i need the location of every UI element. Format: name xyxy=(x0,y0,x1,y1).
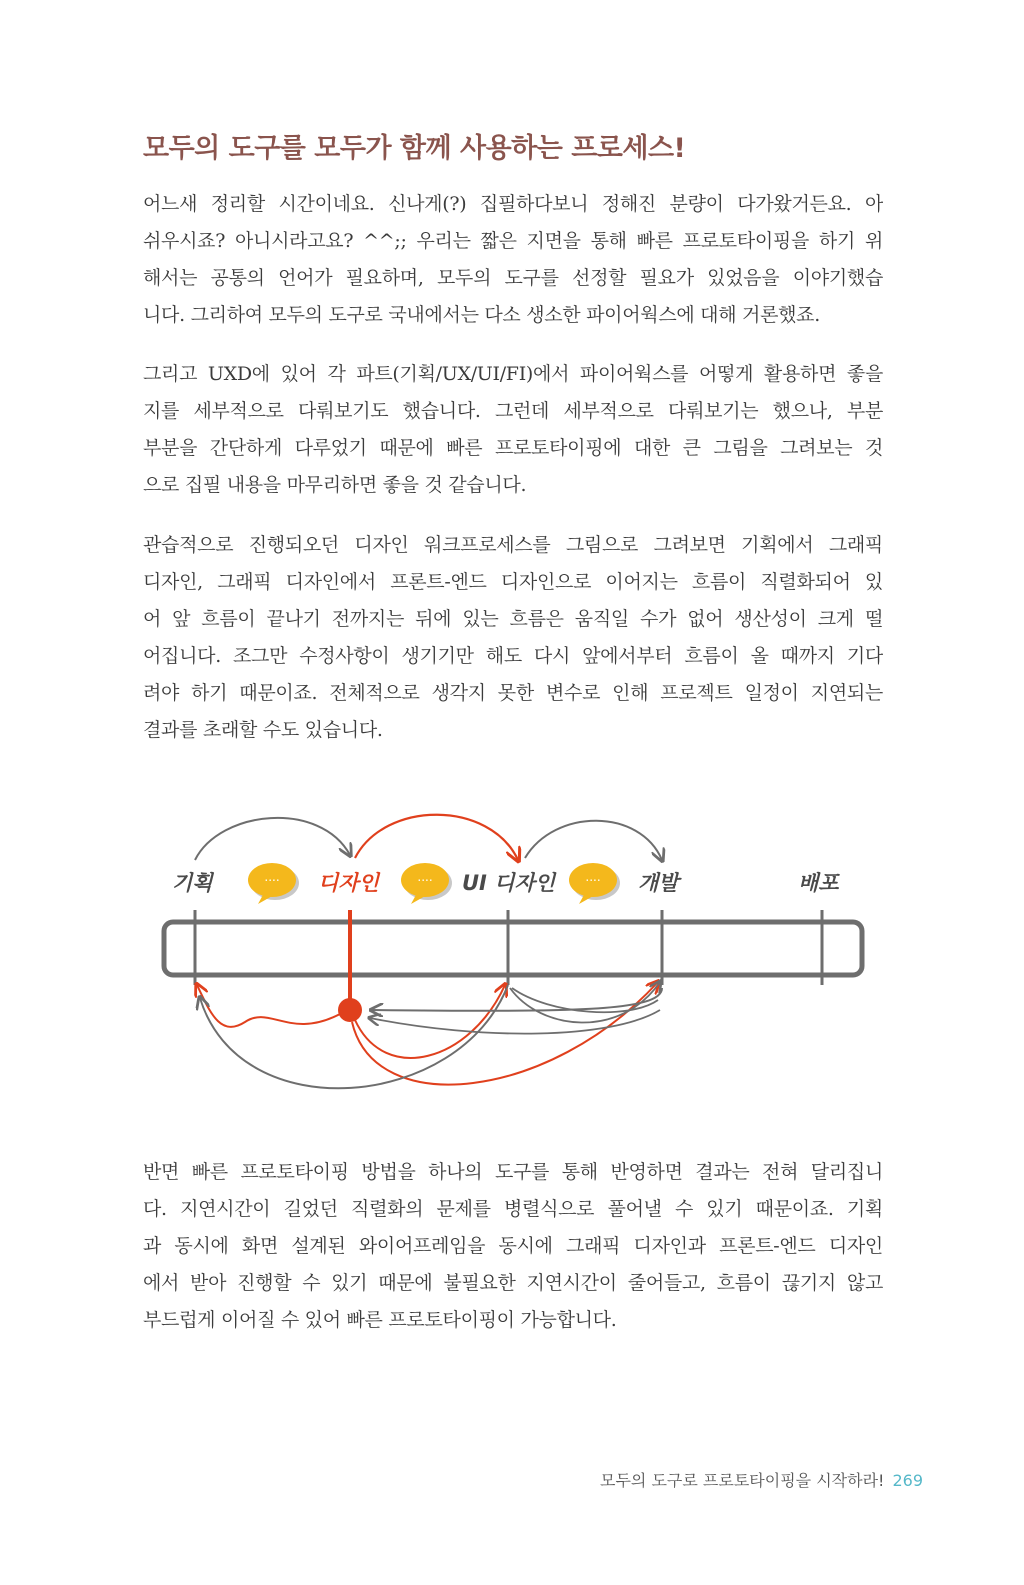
hub-node xyxy=(338,998,362,1022)
paragraph-4 xyxy=(143,1154,883,1339)
speech-bubble-icon xyxy=(401,863,452,904)
feedback-arrow-red xyxy=(197,985,340,1027)
text-line: 지를 세부적으로 다뤄보기도 했습니다. 그런데 세부적으로 다뤄보기는 했으나, 부분 xyxy=(143,400,883,422)
footer-title: 모두의 도구로 프로토타이핑을 시작하라! xyxy=(600,1471,885,1490)
section-heading: 모두의 도구를 모두가 함께 사용하는 프로세스! xyxy=(143,133,686,164)
flow-arrow-plan-to-design xyxy=(195,818,350,860)
workflow-diagram xyxy=(150,800,880,1125)
text-line: 부분을 간단하게 다루었기 때문에 빠른 프로토타이핑에 대한 큰 그림을 그려보는 것 xyxy=(143,437,883,459)
speech-bubble-dots: .... xyxy=(585,870,601,884)
stage-plan: 기획 xyxy=(172,871,213,895)
text-line: 어집니다. 조그만 수정사항이 생기기만 해도 다시 앞에서부터 흐름이 올 때까지 기다 xyxy=(143,645,883,667)
text-line: 쉬우시죠? 아니시라고요? ^^;; 우리는 짧은 지면을 통해 빠른 프로토타이핑을 하기 위 xyxy=(143,230,883,252)
speech-bubble-icon xyxy=(248,863,299,904)
text-line: 다. 지연시간이 길었던 직렬화의 문제를 병렬식으로 풀어낼 수 있기 때문이죠. 기획 xyxy=(143,1198,883,1220)
feedback-arrow-red xyxy=(355,985,505,1058)
stage-dev: 개발 xyxy=(638,871,679,895)
workflow-diagram-svg xyxy=(150,800,880,1125)
stage-design: 디자인 xyxy=(318,871,379,895)
text-line: 그리고 UXD에 있어 각 파트(기획/UX/UI/FI)에서 파이어웍스를 어떻게 활용하면 좋을 xyxy=(143,363,883,385)
text-line: 디자인, 그래픽 디자인에서 프론트-엔드 디자인으로 이어지는 흐름이 직렬화되어 있 xyxy=(143,571,883,593)
text-line: 관습적으로 진행되오던 디자인 워크프로세스를 그림으로 그려보면 기획에서 그래픽 xyxy=(143,534,883,556)
text-line: 결과를 초래할 수도 있습니다. xyxy=(143,719,383,741)
text-line: 해서는 공통의 언어가 필요하며, 모두의 도구를 선정할 필요가 있었음을 이야기했습 xyxy=(143,267,883,289)
timeline-bar xyxy=(164,922,862,975)
text-line: 려야 하기 때문이죠. 전체적으로 생각지 못한 변수로 인해 프로젝트 일정이 지연되는 xyxy=(143,682,883,704)
text-line: 부드럽게 이어질 수 있어 빠른 프로토타이핑이 가능합니다. xyxy=(143,1309,617,1331)
speech-bubble-dots: .... xyxy=(417,870,433,884)
text-line: 반면 빠른 프로토타이핑 방법을 하나의 도구를 통해 반영하면 결과는 전혀 달리집니 xyxy=(143,1161,883,1183)
flow-arrow-design-to-ui xyxy=(355,815,518,860)
page-number: 269 xyxy=(892,1471,923,1490)
paragraph-2 xyxy=(143,356,883,504)
text-line: 으로 집필 내용을 마무리하면 좋을 것 같습니다. xyxy=(143,474,527,496)
stage-ui-design: UI 디자인 xyxy=(462,871,556,895)
feedback-arrow-gray xyxy=(370,1010,660,1034)
text-line: 어느새 정리할 시간이네요. 신나게(?) 집필하다보니 정해진 분량이 다가왔거든요. 아 xyxy=(143,193,883,215)
paragraph-3 xyxy=(143,527,883,749)
text-line: 어 앞 흐름이 끝나기 전까지는 뒤에 있는 흐름은 움직일 수가 없어 생산성이 크게 떨 xyxy=(143,608,883,630)
stage-deploy: 배포 xyxy=(798,871,839,895)
text-line: 에서 받아 진행할 수 있기 때문에 불필요한 지연시간이 줄어들고, 흐름이 끊기지 않고 xyxy=(143,1272,883,1294)
speech-bubble-icon xyxy=(569,863,620,904)
text-line: 니다. 그리하여 모두의 도구로 국내에서는 다소 생소한 파이어웍스에 대해 거론했죠. xyxy=(143,304,820,326)
paragraph-1 xyxy=(143,186,883,334)
speech-bubble-dots: .... xyxy=(264,870,280,884)
text-line: 과 동시에 화면 설계된 와이어프레임을 동시에 그래픽 디자인과 프론트-엔드 디자인 xyxy=(143,1235,883,1257)
page-footer xyxy=(600,1468,923,1491)
flow-arrow-ui-to-dev xyxy=(525,821,662,860)
